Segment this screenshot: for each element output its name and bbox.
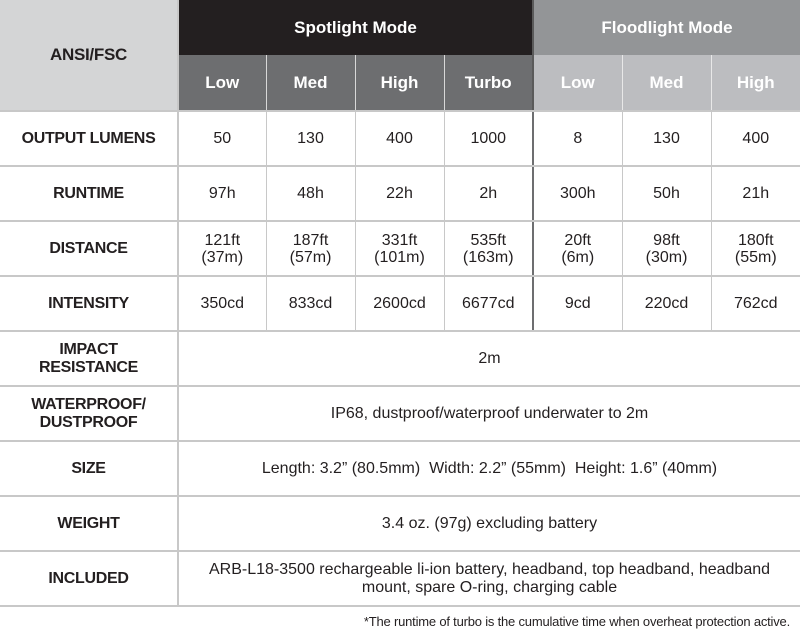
floodlight-mode-header: Floodlight Mode: [533, 0, 800, 55]
row-label: INTENSITY: [0, 276, 178, 331]
table-cell: 2600cd: [355, 276, 444, 331]
row-label: WEIGHT: [0, 496, 178, 551]
table-row-impact-resistance: [0, 331, 800, 386]
spot-turbo-header: Turbo: [444, 55, 533, 111]
table-cell: 22h: [355, 166, 444, 221]
table-cell: 1000: [444, 111, 533, 166]
spot-high-header: High: [355, 55, 444, 111]
table-cell: 9cd: [533, 276, 622, 331]
flood-high-header: High: [711, 55, 800, 111]
row-label: IMPACT RESISTANCE: [0, 331, 178, 386]
spec-value: Length: 3.2” (80.5mm) Width: 2.2” (55mm) Height: 1.6” (40mm): [178, 441, 800, 496]
table-row-included: [0, 551, 800, 606]
table-cell: 2h: [444, 166, 533, 221]
table-cell: 50h: [622, 166, 711, 221]
table-cell: 220cd: [622, 276, 711, 331]
distance-m: (6m): [561, 248, 595, 266]
table-cell: 130: [266, 111, 355, 166]
row-label: WATERPROOF/ DUSTPROOF: [0, 386, 178, 441]
row-label: SIZE: [0, 441, 178, 496]
spec-value: ARB-L18-3500 rechargeable li-ion battery, headband, top headband, headband mount, spare O-ring, charging cable: [178, 551, 800, 606]
table-cell: 350cd: [178, 276, 266, 331]
distance-ft: 20ft: [564, 231, 592, 249]
distance-m: (55m): [734, 248, 777, 266]
table-row-waterproof: [0, 386, 800, 441]
spec-value: 2m: [178, 331, 800, 386]
table-cell: 21h: [711, 166, 800, 221]
table-cell: 97h: [178, 166, 266, 221]
table-row-intensity: [0, 276, 800, 331]
distance-m: (30m): [645, 248, 688, 266]
table-cell: 48h: [266, 166, 355, 221]
flood-med-header: Med: [622, 55, 711, 111]
table-cell: [444, 221, 533, 276]
table-row-weight: [0, 496, 800, 551]
table-cell: 130: [622, 111, 711, 166]
table-cell: [533, 221, 622, 276]
distance-ft: 98ft: [653, 231, 680, 249]
distance-ft: 331ft: [381, 231, 418, 249]
corner-header: ANSI/FSC: [0, 0, 178, 111]
table-row-output-lumens: [0, 111, 800, 166]
spot-low-header: Low: [178, 55, 266, 111]
row-label: RUNTIME: [0, 166, 178, 221]
table-cell: [266, 221, 355, 276]
table-row-distance: [0, 221, 800, 276]
table-cell: 833cd: [266, 276, 355, 331]
footnote: *The runtime of turbo is the cumulative time when overheat protection active.: [363, 614, 790, 629]
row-label: INCLUDED: [0, 551, 178, 606]
spotlight-mode-header: Spotlight Mode: [178, 0, 533, 55]
table-cell: 50: [178, 111, 266, 166]
table-cell: 6677cd: [444, 276, 533, 331]
table-cell: [622, 221, 711, 276]
table-row-size: [0, 441, 800, 496]
table-cell: [711, 221, 800, 276]
distance-ft: 180ft: [737, 231, 774, 249]
distance-m: (163m): [462, 248, 514, 266]
table-cell: 8: [533, 111, 622, 166]
distance-m: (37m): [201, 248, 244, 266]
table-cell: [355, 221, 444, 276]
table-row-runtime: [0, 166, 800, 221]
distance-ft: 535ft: [470, 231, 507, 249]
table-cell: 400: [711, 111, 800, 166]
distance-m: (57m): [289, 248, 332, 266]
spec-value: IP68, dustproof/waterproof underwater to 2m: [178, 386, 800, 441]
flood-low-header: Low: [533, 55, 622, 111]
spot-med-header: Med: [266, 55, 355, 111]
table-cell: 300h: [533, 166, 622, 221]
table-cell: [178, 221, 266, 276]
row-label: DISTANCE: [0, 221, 178, 276]
distance-ft: 121ft: [204, 231, 241, 249]
table-cell: 400: [355, 111, 444, 166]
table-cell: 762cd: [711, 276, 800, 331]
row-label: OUTPUT LUMENS: [0, 111, 178, 166]
spec-value: 3.4 oz. (97g) excluding battery: [178, 496, 800, 551]
distance-m: (101m): [374, 248, 425, 266]
distance-ft: 187ft: [292, 231, 329, 249]
